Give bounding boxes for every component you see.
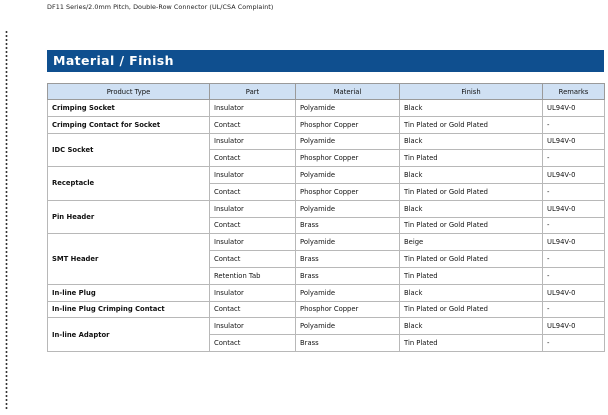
finish-cell: Tin Plated or Gold Plated — [400, 217, 543, 234]
column-header-part: Part — [210, 84, 296, 100]
finish-cell: Tin Plated or Gold Plated — [400, 251, 543, 268]
product-type-cell: SMT Header — [48, 234, 210, 284]
material-cell: Phosphor Copper — [296, 116, 400, 133]
finish-cell: Tin Plated — [400, 335, 543, 352]
remarks-cell: - — [543, 183, 605, 200]
remarks-cell: UL94V-0 — [543, 234, 605, 251]
finish-cell: Black — [400, 200, 543, 217]
finish-cell: Tin Plated — [400, 150, 543, 167]
table-row — [48, 167, 605, 184]
remarks-cell: - — [543, 301, 605, 318]
section-title: Material / Finish — [53, 53, 174, 68]
part-cell: Contact — [210, 217, 296, 234]
finish-cell: Beige — [400, 234, 543, 251]
material-finish-table — [47, 83, 605, 352]
material-cell: Polyamide — [296, 133, 400, 150]
section-title-bar — [47, 50, 604, 72]
remarks-cell: - — [543, 335, 605, 352]
part-cell: Insulator — [210, 133, 296, 150]
product-type-cell: In-line Plug — [48, 284, 210, 301]
remarks-cell: UL94V-0 — [543, 318, 605, 335]
finish-cell: Tin Plated or Gold Plated — [400, 183, 543, 200]
part-cell: Retention Tab — [210, 267, 296, 284]
table-row — [48, 301, 605, 318]
table-header-row — [48, 84, 605, 100]
document-header: DF11 Series/2.0mm Pitch, Double-Row Connector (UL/CSA Complaint) — [47, 3, 274, 11]
finish-cell: Tin Plated or Gold Plated — [400, 116, 543, 133]
remarks-cell: UL94V-0 — [543, 200, 605, 217]
remarks-cell: - — [543, 267, 605, 284]
remarks-cell: - — [543, 116, 605, 133]
table-row — [48, 318, 605, 335]
part-cell: Contact — [210, 301, 296, 318]
material-cell: Polyamide — [296, 284, 400, 301]
finish-cell: Black — [400, 284, 543, 301]
product-type-cell: In-line Adaptor — [48, 318, 210, 352]
remarks-cell: - — [543, 217, 605, 234]
finish-cell: Tin Plated or Gold Plated — [400, 301, 543, 318]
column-header-product-type: Product Type — [48, 84, 210, 100]
part-cell: Contact — [210, 251, 296, 268]
product-type-cell: Crimping Socket — [48, 100, 210, 117]
material-cell: Polyamide — [296, 200, 400, 217]
material-cell: Brass — [296, 251, 400, 268]
material-cell: Brass — [296, 217, 400, 234]
product-type-cell: IDC Socket — [48, 133, 210, 167]
table-row — [48, 133, 605, 150]
product-type-cell: In-line Plug Crimping Contact — [48, 301, 210, 318]
table-row — [48, 234, 605, 251]
part-cell: Contact — [210, 183, 296, 200]
material-cell: Polyamide — [296, 167, 400, 184]
part-cell: Insulator — [210, 318, 296, 335]
remarks-cell: UL94V-0 — [543, 167, 605, 184]
product-type-cell: Receptacle — [48, 167, 210, 201]
material-cell: Brass — [296, 335, 400, 352]
part-cell: Insulator — [210, 167, 296, 184]
part-cell: Insulator — [210, 100, 296, 117]
table-row — [48, 200, 605, 217]
part-cell: Insulator — [210, 234, 296, 251]
part-cell: Contact — [210, 335, 296, 352]
product-type-cell: Crimping Contact for Socket — [48, 116, 210, 133]
finish-cell: Black — [400, 167, 543, 184]
product-type-cell: Pin Header — [48, 200, 210, 234]
remarks-cell: UL94V-0 — [543, 133, 605, 150]
remarks-cell: - — [543, 251, 605, 268]
part-cell: Contact — [210, 116, 296, 133]
remarks-cell: UL94V-0 — [543, 284, 605, 301]
finish-cell: Black — [400, 100, 543, 117]
material-cell: Phosphor Copper — [296, 301, 400, 318]
finish-cell: Black — [400, 133, 543, 150]
column-header-finish: Finish — [400, 84, 543, 100]
table-row — [48, 284, 605, 301]
part-cell: Insulator — [210, 284, 296, 301]
material-cell: Polyamide — [296, 234, 400, 251]
part-cell: Insulator — [210, 200, 296, 217]
part-cell: Contact — [210, 150, 296, 167]
remarks-cell: UL94V-0 — [543, 100, 605, 117]
table-row — [48, 100, 605, 117]
column-header-remarks: Remarks — [543, 84, 605, 100]
finish-cell: Tin Plated — [400, 267, 543, 284]
finish-cell: Black — [400, 318, 543, 335]
material-cell: Brass — [296, 267, 400, 284]
material-cell: Phosphor Copper — [296, 183, 400, 200]
material-cell: Polyamide — [296, 100, 400, 117]
material-cell: Phosphor Copper — [296, 150, 400, 167]
binding-holes-decoration — [5, 30, 8, 410]
remarks-cell: - — [543, 150, 605, 167]
table-row — [48, 116, 605, 133]
column-header-material: Material — [296, 84, 400, 100]
material-cell: Polyamide — [296, 318, 400, 335]
